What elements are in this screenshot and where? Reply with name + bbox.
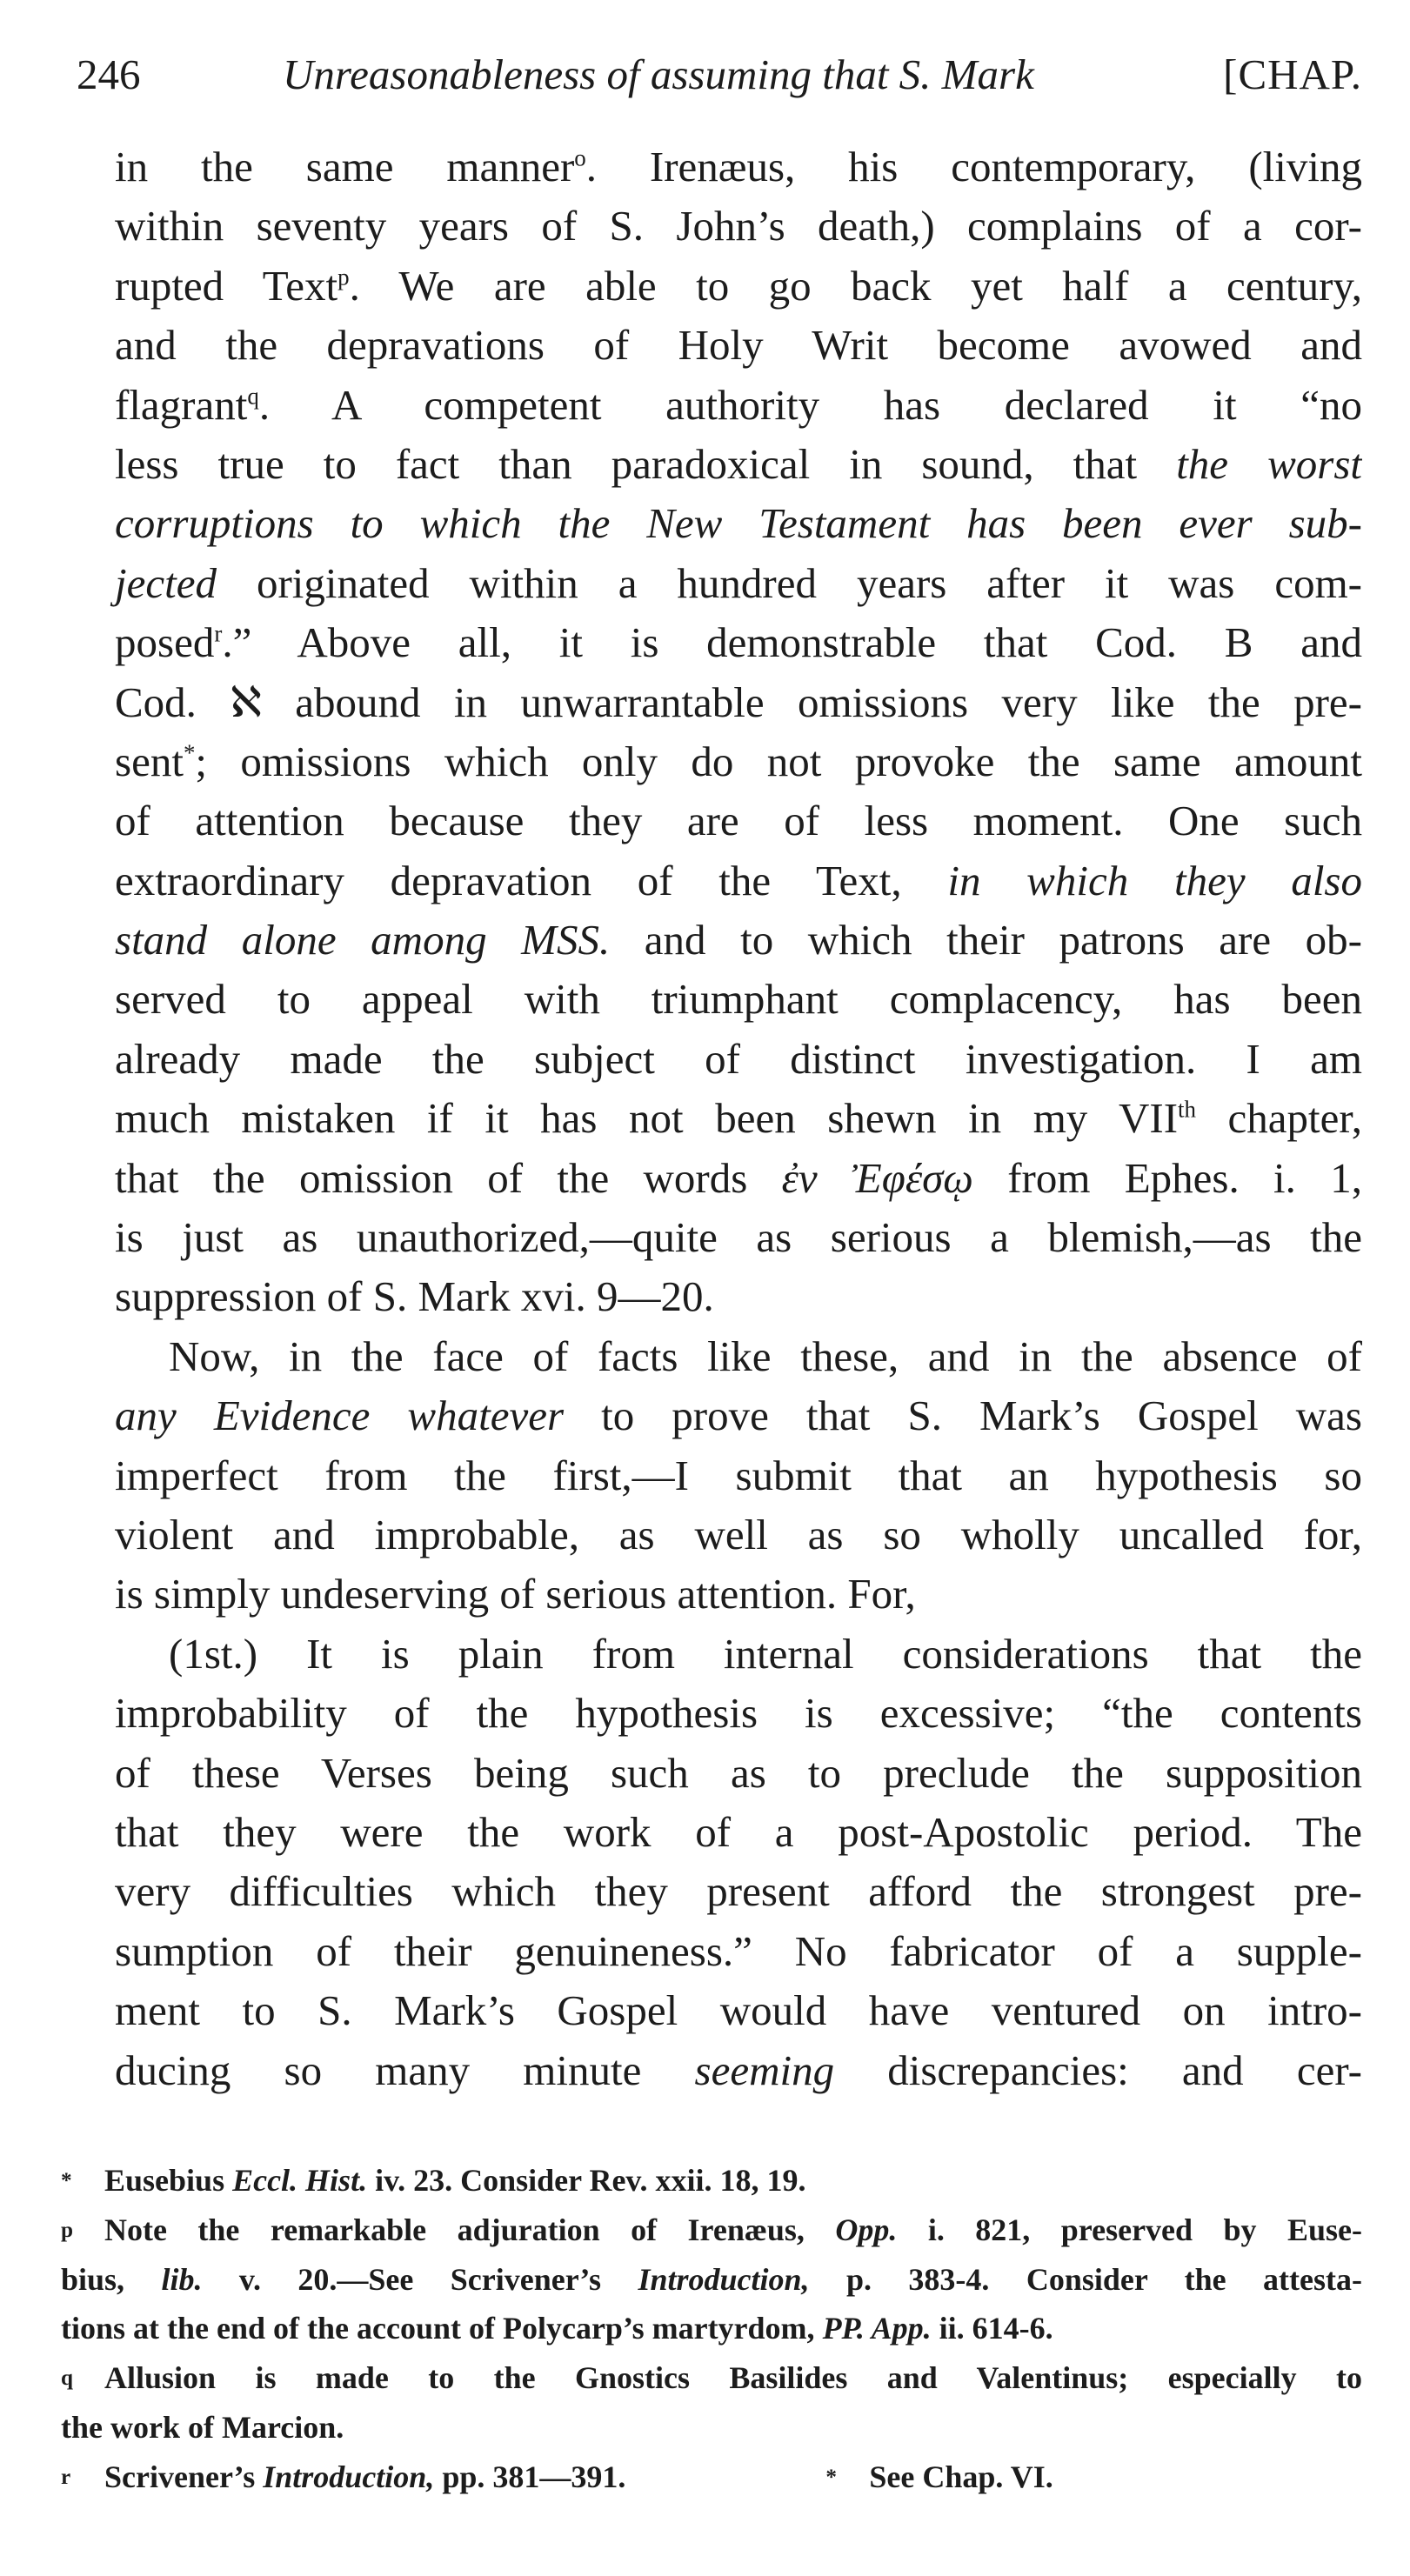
text-line: is simply undeserving of serious attention. For, (115, 1570, 916, 1618)
footnote-continued: the work of Marcion. (61, 2409, 344, 2445)
text-line: posed$^r$.” Above all, it is demonstrable that Cod. B and (115, 618, 1362, 667)
text-line: much mistaken if it has not been shewn in my VIIth chapter, (115, 1094, 1362, 1143)
text-line: flagrant$^q$. A competent authority has declared it “no (115, 380, 1362, 429)
footnotes (61, 2156, 1362, 2502)
chapter-marker: [CHAP. (1223, 50, 1362, 98)
running-header (77, 40, 1362, 110)
text-line: sent*; omissions which only do not provoke the same amount (115, 737, 1362, 785)
footnote: p Note the remarkable adjuration of Irenæus, Opp. i. 821, preserved by Euse- (61, 2212, 1362, 2247)
text-line: that they were the work of a post-Apostolic period. The (115, 1807, 1362, 1856)
text-line: improbability of the hypothesis is excessive; “the contents (115, 1689, 1362, 1738)
text-line: suppression of S. Mark xvi. 9—20. (115, 1272, 714, 1321)
text-line: of these Verses being such as to preclude the supposition (115, 1748, 1362, 1797)
text-line: within seventy years of S. John’s death,) complains of a cor- (115, 202, 1362, 250)
main-text (61, 137, 1362, 2100)
text-line: ment to S. Mark’s Gospel would have ventured on intro- (115, 1986, 1362, 2035)
text-line: in the same manner$^o$. Irenæus, his contemporary, (living (115, 143, 1362, 190)
footnote: * Eusebius Eccl. Hist. iv. 23. Consider Rev. xxii. 18, 19. (61, 2163, 806, 2198)
text-line: that the omission of the words ἐν Ἐφέσῳ from Ephes. i. 1, (115, 1153, 1362, 1202)
footnote-continued: tions at the end of the account of Polycarp’s martyrdom, PP. App. ii. 614-6. (61, 2311, 1053, 2346)
footnote-pair: r Scrivener’s Introduction, pp. 381—391. * See Chap. VI. (61, 2459, 1053, 2494)
text-line: Cod. ℵ abound in unwarrantable omissions very like the pre- (115, 677, 1362, 726)
running-title: Unreasonableness of assuming that S. Mark (283, 50, 1034, 98)
footnote-continued: bius, lib. v. 20.—See Scrivener’s Introduction, p. 383-4. Consider the attesta- (61, 2261, 1362, 2297)
page-number: 246 (77, 50, 141, 98)
text-line: less true to fact than paradoxical in sound, that the worst (115, 439, 1362, 488)
text-line: and the depravations of Holy Writ become avowed and (115, 321, 1362, 370)
text-line: is just as unauthorized,—quite as serious a blemish,—as the (115, 1213, 1362, 1262)
text-line: ducing so many minute seeming discrepancies: and cer- (115, 2045, 1362, 2094)
text-line: any Evidence whatever to prove that S. Mark’s Gospel was (115, 1391, 1362, 1440)
text-line: jected originated within a hundred years after it was com- (115, 558, 1362, 607)
text-line: rupted Text$^p$. We are able to go back yet half a century, (115, 261, 1362, 310)
text-line: already made the subject of distinct investigation. I am (115, 1034, 1362, 1083)
text-line: extraordinary depravation of the Text, in which they also (115, 856, 1362, 904)
text-line: Now, in the face of facts like these, and in the absence of (169, 1331, 1362, 1380)
text-line: served to appeal with triumphant complacency, has been (115, 975, 1362, 1024)
text-line: corruptions to which the New Testament has been ever sub- (115, 499, 1362, 548)
text-line: of attention because they are of less moment. One such (115, 797, 1362, 845)
text-line: (1st.) It is plain from internal considerations that the (169, 1629, 1362, 1678)
text-line: sumption of their genuineness.” No fabricator of a supple- (115, 1926, 1362, 1975)
footnote: q Allusion is made to the Gnostics Basilides and Valentinus; especially to (61, 2360, 1362, 2396)
text-line: violent and improbable, as well as so wholly uncalled for, (115, 1510, 1362, 1558)
text-line: imperfect from the first,—I submit that an hypothesis so (115, 1451, 1362, 1499)
text-line: stand alone among MSS. and to which their patrons are ob- (115, 916, 1362, 964)
text-line: very difficulties which they present afford the strongest pre- (115, 1867, 1362, 1916)
